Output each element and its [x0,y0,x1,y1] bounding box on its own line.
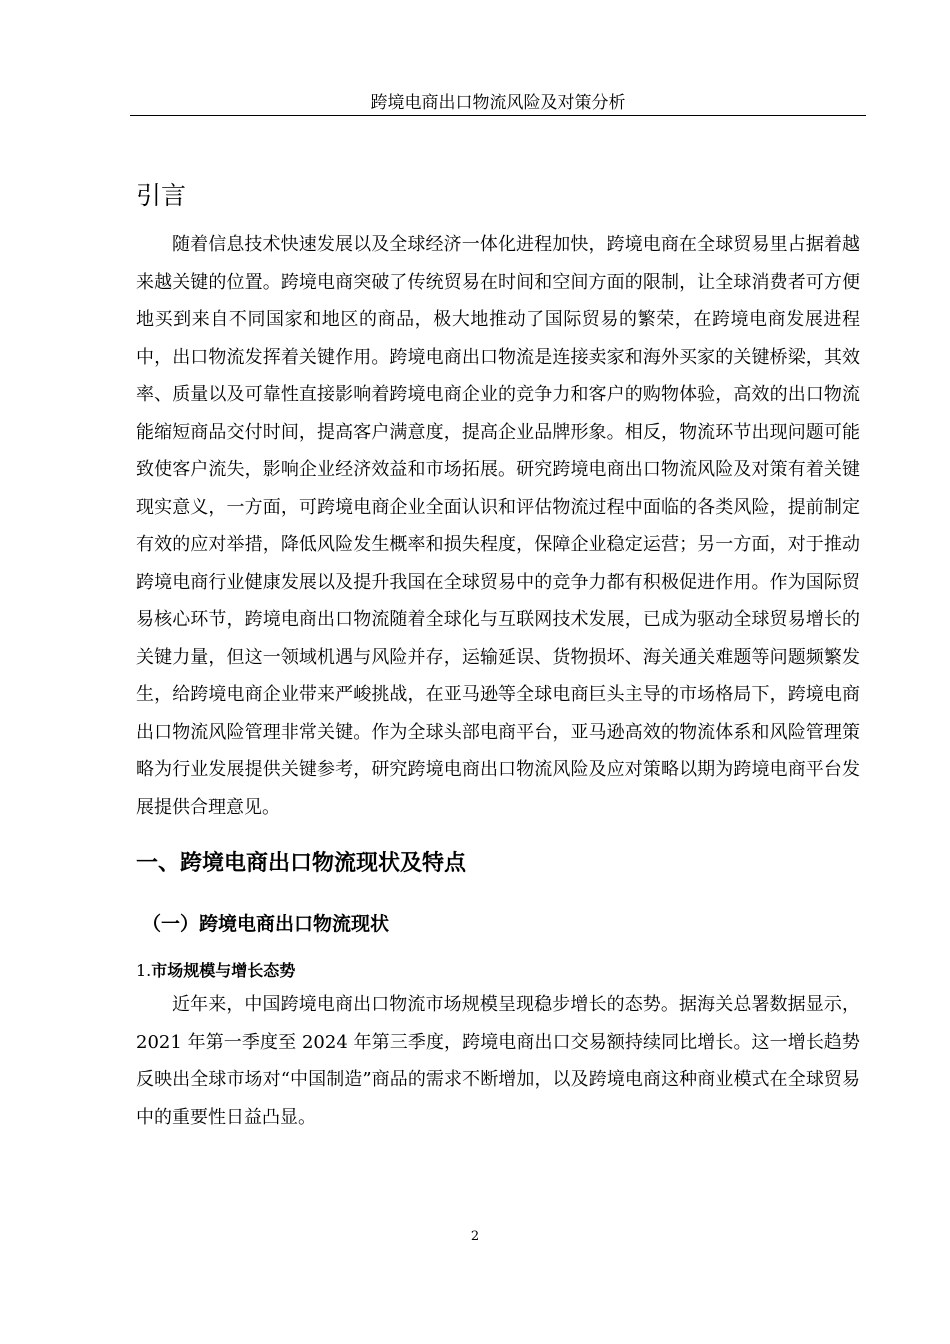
item-1-number: 1. [136,961,152,980]
intro-heading: 引言 [136,181,187,210]
page-content [136,176,860,1136]
item-1-paragraph: 近年来，中国跨境电商出口物流市场规模呈现稳步增长的态势。据海关总署数据显示，2021 年第一季度至 2024 年第三季度，跨境电商出口交易额持续同比增长。这一增长趋势反映出全球市场对“中国制造”商品的需求不断增加，以及跨境电商这种商业模式在全球贸易中的重要性日益凸显。 [136,994,860,1128]
running-header-title: 跨境电商出口物流风险及对策分析 [370,93,626,113]
header-rule [130,115,866,116]
item-1-title: 市场规模与增长态势 [151,961,296,980]
page-number: 2 [470,1229,480,1244]
item-1-heading [136,956,860,986]
section-1-heading: 一、跨境电商出口物流现状及特点 [136,851,467,876]
intro-paragraph: 随着信息技术快速发展以及全球经济一体化进程加快，跨境电商在全球贸易里占据着越来越关键的位置。跨境电商突破了传统贸易在时间和空间方面的限制，让全球消费者可方便地买到来自不同国家和地区的商品，极大地推动了国际贸易的繁荣，在跨境电商发展进程中，出口物流发挥着关键作用。跨境电商出口物流是连接卖家和海外买家的关键桥梁，其效率、质量以及可靠性直接影响着跨境电商企业的竞争力和客户的购物体验，高效的出口物流能缩短商品交付时间，提高客户满意度，提高企业品牌形象。相反，物流环节出现问题可能致使客户流失，影响企业经济效益和市场拓展。研究跨境电商出口物流风险及对策有着关键现实意义，一方面，可跨境电商企业全面认识和评估物流过程中面临的各类风险，提前制定有效的应对举措，降低风险发生概率和损失程度，保障企业稳定运营；另一方面，对于推动跨境电商行业健康发展以及提升我国在全球贸易中的竞争力都有积极促进作用。作为国际贸易核心环节，跨境电商出口物流随着全球化与互联网技术发展，已成为驱动全球贸易增长的关键力量，但这一领域机遇与风险并存，运输延误、货物损坏、海关通关难题等问题频繁发生，给跨境电商企业带来严峻挑战，在亚马逊等全球电商巨头主导的市场格局下，跨境电商出口物流风险管理非常关键。作为全球头部电商平台，亚马逊高效的物流体系和风险管理策略为行业发展提供关键参考，研究跨境电商出口物流风险及应对策略以期为跨境电商平台发展提供合理意见。 [136,234,860,818]
subsection-1-heading: （一）跨境电商出口物流现状 [142,913,390,935]
